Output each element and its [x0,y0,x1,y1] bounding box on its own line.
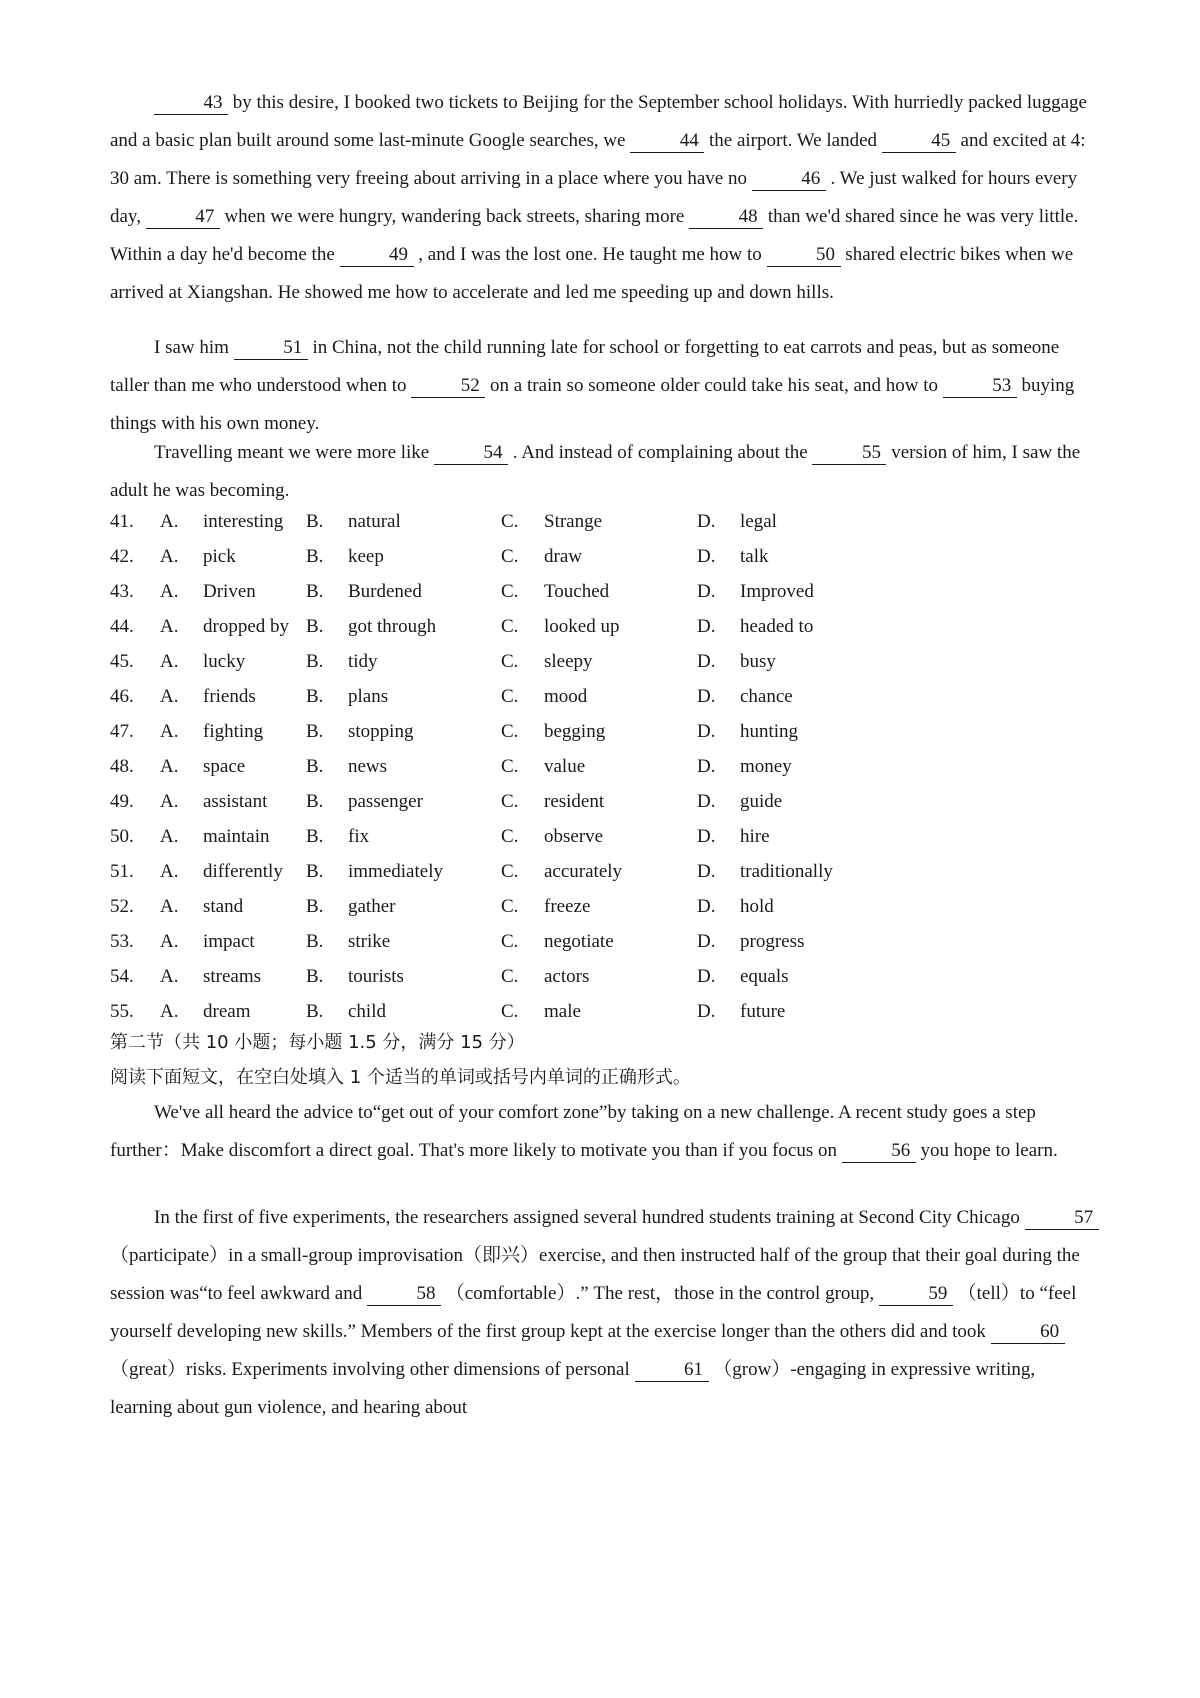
passage-text: （grow）-engaging in expressive writing, learning about gun violence, and hearing about [110,1359,1036,1418]
option-a-text: space [203,756,246,777]
option-a-text: dream [203,1001,251,1022]
option-letter-d: D. [697,826,716,847]
option-d-text: Improved [740,581,814,602]
passage-text: the airport. We landed [704,130,882,151]
answer-blank-61: 61 [635,1359,709,1382]
option-row-45 [110,643,1010,681]
option-d-text: guide [740,791,783,812]
answer-blank-52: 52 [411,375,485,398]
option-letter-c: C. [501,826,519,847]
option-d-text: hunting [740,721,799,742]
option-letter-c: C. [501,756,519,777]
option-letter-b: B. [306,651,324,672]
option-c-text: freeze [544,896,591,917]
option-d-text: traditionally [740,861,833,882]
option-letter-d: D. [697,721,716,742]
option-letter-a: A. [160,756,179,777]
option-d-text: progress [740,931,805,952]
option-a-text: assistant [203,791,268,812]
option-c-text: male [544,1001,581,1022]
option-c-text: observe [544,826,604,847]
option-letter-d: D. [697,931,716,952]
option-row-46 [110,678,1010,716]
option-d-text: busy [740,651,776,672]
option-letter-b: B. [306,896,324,917]
option-b-text: tidy [348,651,378,672]
passage-text: and excited at 4: 30 am. There is something very freeing about arriving in a place where you have no [110,130,1086,189]
answer-blank-44: 44 [630,130,704,153]
option-d-text: future [740,1001,786,1022]
option-letter-c: C. [501,651,519,672]
option-letter-d: D. [697,791,716,812]
answer-blank-59: 59 [879,1283,953,1306]
option-b-text: plans [348,686,389,707]
option-a-text: maintain [203,826,270,847]
passage-text: （comfortable）.” The rest，those in the control group, [440,1283,879,1304]
option-a-text: lucky [203,651,246,672]
question-number: 55. [110,1001,134,1022]
passage-text: （participate）in a small-group improvisation（即兴）exercise, and then instructed half of the group that their goal during the session was“to feel awkward and [110,1245,1080,1304]
passage-text: . We just walked for hours every day, [110,168,1078,227]
option-a-text: pick [203,546,236,567]
section2-instruction: 阅读下面短文，在空白处填入 1 个适当的单词或括号内单词的正确形式。 [110,1067,691,1088]
option-letter-a: A. [160,966,179,987]
option-b-text: news [348,756,388,777]
option-row-54 [110,958,1010,996]
option-c-text: resident [544,791,605,812]
option-letter-c: C. [501,511,519,532]
option-c-text: negotiate [544,931,614,952]
passage-text: In the first of five experiments, the researchers assigned several hundred students training at Second City Chicago [154,1207,1025,1228]
option-row-44 [110,608,1010,646]
option-row-43 [110,573,1010,611]
passage-text: than we'd shared since he was very little. Within a day he'd become the [110,206,1079,265]
passage-text: （tell）to “feel yourself developing new skills.” Members of the first group kept at the exercise longer than the others did and took [110,1283,1077,1342]
answer-blank-46: 46 [752,168,826,191]
option-letter-a: A. [160,896,179,917]
option-letter-a: A. [160,721,179,742]
option-letter-c: C. [501,861,519,882]
option-letter-a: A. [160,581,179,602]
option-row-50 [110,818,1010,856]
option-letter-c: C. [501,1001,519,1022]
option-b-text: keep [348,546,384,567]
option-letter-b: B. [306,931,324,952]
question-number: 52. [110,896,134,917]
passage-text: I saw him [154,337,234,358]
option-letter-d: D. [697,511,716,532]
passage-text: when we were hungry, wandering back streets, sharing more [219,206,690,227]
option-letter-b: B. [306,616,324,637]
option-d-text: hire [740,826,770,847]
option-d-text: talk [740,546,769,567]
option-row-53 [110,923,1010,961]
option-c-text: looked up [544,616,620,637]
passage-text: on a train so someone older could take his seat, and how to [485,375,943,396]
option-letter-b: B. [306,791,324,812]
passage-paragraph-1 [110,84,1100,312]
option-a-text: interesting [203,511,284,532]
answer-blank-49: 49 [340,244,414,267]
option-c-text: actors [544,966,590,987]
option-a-text: stand [203,896,244,917]
option-d-text: legal [740,511,777,532]
option-a-text: impact [203,931,255,952]
question-number: 53. [110,931,134,952]
answer-blank-47: 47 [146,206,220,229]
passage-paragraph-2 [110,329,1100,443]
passage-text: Travelling meant we were more like [154,442,434,463]
option-b-text: got through [348,616,437,637]
option-letter-c: C. [501,931,519,952]
section2-heading: 第二节（共 10 小题；每小题 1.5 分，满分 15 分） [110,1032,525,1053]
option-b-text: strike [348,931,391,952]
option-b-text: Burdened [348,581,422,602]
option-letter-a: A. [160,1001,179,1022]
option-row-47 [110,713,1010,751]
question-number: 44. [110,616,134,637]
option-letter-d: D. [697,1001,716,1022]
question-number: 45. [110,651,134,672]
option-letter-b: B. [306,721,324,742]
option-letter-a: A. [160,511,179,532]
option-letter-c: C. [501,791,519,812]
option-letter-a: A. [160,791,179,812]
option-letter-d: D. [697,581,716,602]
option-a-text: fighting [203,721,264,742]
question-number: 42. [110,546,134,567]
option-letter-b: B. [306,511,324,532]
question-number: 51. [110,861,134,882]
option-d-text: money [740,756,792,777]
question-number: 50. [110,826,134,847]
section2-paragraph-1 [110,1094,1100,1170]
option-letter-c: C. [501,616,519,637]
passage-text: buying things with his own money. [110,375,1075,434]
option-letter-b: B. [306,756,324,777]
option-a-text: differently [203,861,283,882]
option-b-text: fix [348,826,370,847]
answer-blank-58: 58 [367,1283,441,1306]
option-letter-d: D. [697,861,716,882]
option-b-text: gather [348,896,396,917]
question-number: 48. [110,756,134,777]
passage-text: version of him, I saw the adult he was becoming. [110,442,1081,501]
option-letter-c: C. [501,686,519,707]
option-d-text: headed to [740,616,814,637]
option-c-text: draw [544,546,582,567]
passage-paragraph-3 [110,434,1100,510]
option-letter-d: D. [697,546,716,567]
option-letter-a: A. [160,931,179,952]
passage-text: by this desire, I booked two tickets to Beijing for the September school holidays. With hurriedly packed luggage and a basic plan built around some last-minute Google searches, we [110,92,1087,151]
option-letter-a: A. [160,826,179,847]
option-b-text: immediately [348,861,443,882]
option-row-41 [110,503,1010,541]
option-letter-b: B. [306,826,324,847]
option-letter-d: D. [697,686,716,707]
option-b-text: passenger [348,791,423,812]
answer-blank-50: 50 [767,244,841,267]
option-row-52 [110,888,1010,926]
option-c-text: accurately [544,861,623,882]
answer-blank-48: 48 [689,206,763,229]
option-letter-a: A. [160,861,179,882]
option-letter-c: C. [501,581,519,602]
passage-text: We've all heard the advice to“get out of your comfort zone”by taking on a new challenge. A recent study goes a step further：Make discomfort a direct goal. That's more likely to motivate you than if you focus on [110,1102,1036,1161]
option-c-text: Touched [544,581,610,602]
option-letter-b: B. [306,581,324,602]
option-b-text: stopping [348,721,414,742]
option-row-48 [110,748,1010,786]
option-letter-b: B. [306,966,324,987]
passage-text: , and I was the lost one. He taught me how to [413,244,767,265]
option-letter-c: C. [501,896,519,917]
option-a-text: Driven [203,581,256,602]
answer-blank-60: 60 [991,1321,1065,1344]
answer-blank-55: 55 [812,442,886,465]
option-letter-d: D. [697,756,716,777]
option-letter-d: D. [697,651,716,672]
option-letter-b: B. [306,546,324,567]
option-a-text: friends [203,686,256,707]
option-d-text: equals [740,966,789,987]
answer-blank-53: 53 [943,375,1017,398]
question-number: 54. [110,966,134,987]
option-letter-d: D. [697,966,716,987]
option-d-text: hold [740,896,774,917]
question-number: 41. [110,511,134,532]
option-letter-b: B. [306,1001,324,1022]
option-letter-a: A. [160,546,179,567]
passage-text: （great）risks. Experiments involving other dimensions of personal [110,1359,635,1380]
option-c-text: Strange [544,511,603,532]
option-b-text: tourists [348,966,404,987]
option-c-text: sleepy [544,651,593,672]
option-c-text: begging [544,721,606,742]
option-a-text: streams [203,966,262,987]
answer-blank-45: 45 [882,130,956,153]
option-letter-b: B. [306,686,324,707]
option-b-text: child [348,1001,386,1022]
answer-blank-54: 54 [434,442,508,465]
option-letter-c: C. [501,721,519,742]
answer-blank-57: 57 [1025,1207,1099,1230]
section2-paragraph-2 [110,1199,1100,1427]
answer-blank-43: 43 [154,92,228,115]
question-number: 49. [110,791,134,812]
option-letter-c: C. [501,966,519,987]
answer-blank-51: 51 [234,337,308,360]
option-c-text: mood [544,686,588,707]
option-row-51 [110,853,1010,891]
question-number: 46. [110,686,134,707]
option-letter-b: B. [306,861,324,882]
passage-text: . And instead of complaining about the [508,442,813,463]
option-letter-d: D. [697,616,716,637]
option-c-text: value [544,756,586,777]
passage-text: you hope to learn. [915,1140,1058,1161]
option-letter-a: A. [160,686,179,707]
question-number: 43. [110,581,134,602]
passage-text: in China, not the child running late for school or forgetting to eat carrots and peas, but as someone taller than me who understood when to [110,337,1060,396]
option-d-text: chance [740,686,793,707]
option-a-text: dropped by [203,616,290,637]
option-letter-a: A. [160,616,179,637]
option-letter-c: C. [501,546,519,567]
option-row-49 [110,783,1010,821]
option-letter-a: A. [160,651,179,672]
option-b-text: natural [348,511,401,532]
passage-text: shared electric bikes when we arrived at Xiangshan. He showed me how to accelerate and led me speeding up and down hills. [110,244,1074,303]
question-number: 47. [110,721,134,742]
option-row-42 [110,538,1010,576]
option-letter-d: D. [697,896,716,917]
answer-blank-56: 56 [842,1140,916,1163]
